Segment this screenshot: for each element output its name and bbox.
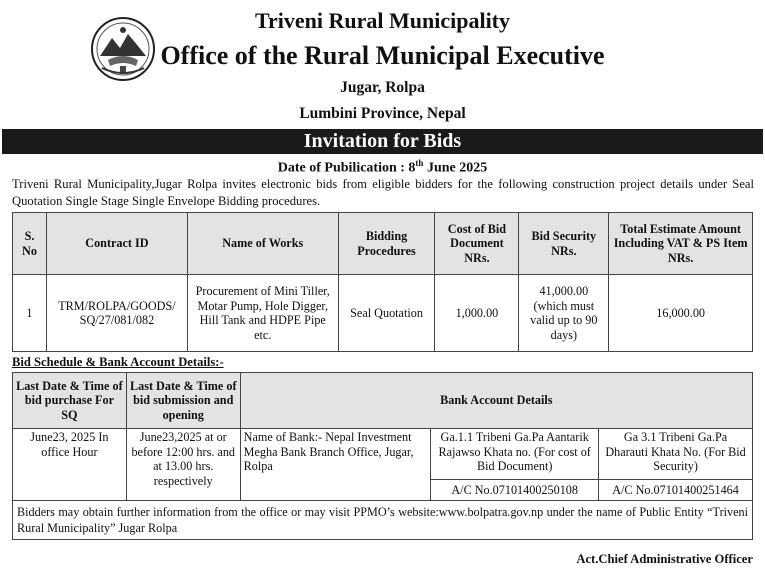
ac-doc-cell: A/C No.07101400250108 xyxy=(431,480,599,501)
sno-header: S. No xyxy=(13,213,47,275)
table-header-row xyxy=(13,213,753,275)
schedule-table xyxy=(12,372,753,540)
table-row xyxy=(13,275,753,352)
signoff: Act.Chief Administrative Officer xyxy=(576,552,753,566)
account-doc-cell: Ga.1.1 Tribeni Ga.Pa Aantarik Rajawso Khata no. (For cost of Bid Document) xyxy=(431,429,599,480)
municipality-title: Triveni Rural Municipality xyxy=(254,8,511,33)
bank-name-cell: Name of Bank:- Nepal Investment Megha Bank Branch Office, Jugar, Rolpa xyxy=(240,429,431,501)
contract-id-cell: TRM/ROLPA/GOODS/ SQ/27/081/082 xyxy=(46,275,187,352)
purchase-header: Last Date & Time of bid purchase For SQ xyxy=(13,373,127,429)
account-security-cell: Ga 3.1 Tribeni Ga.Pa Dharauti Khata No. (For Bid Security) xyxy=(599,429,753,480)
security-cell: 41,000.00 (which must valid up to 90 days) xyxy=(519,275,609,352)
works-cell: Procurement of Mini Tiller, Motar Pump, Hole Digger, Hill Tank and HDPE Pipe etc. xyxy=(187,275,338,352)
contract-id-header: Contract ID xyxy=(46,213,187,275)
province-line: Lumbini Province, Nepal xyxy=(299,105,466,122)
publication-date: Date of Pubilication : 8th June 2025 xyxy=(277,158,488,176)
location-line: Jugar, Rolpa xyxy=(340,79,425,96)
sno-cell: 1 xyxy=(13,275,47,352)
bids-table xyxy=(12,212,753,352)
procedures-cell: Seal Quotation xyxy=(338,275,435,352)
intro-paragraph: Triveni Rural Municipality,Jugar Rolpa invites electronic bids from eligible bidders for the following construction project details under Seal Quotation Single Stage Single Envelope Bidding procedures. xyxy=(12,177,754,208)
submission-header: Last Date & Time of bid submission and opening xyxy=(126,373,240,429)
invitation-banner: Invitation for Bids xyxy=(2,129,763,154)
works-header: Name of Works xyxy=(187,213,338,275)
ac-security-cell: A/C No.07101400251464 xyxy=(599,480,753,501)
estimate-header: Total Estimate Amount Including VAT & PS Item NRs. xyxy=(609,213,753,275)
schedule-header-row xyxy=(13,373,753,429)
submission-cell: June23,2025 at or before 12:00 hrs. and at 13.00 hrs. respectively xyxy=(126,429,240,501)
bank-header: Bank Account Details xyxy=(240,373,752,429)
schedule-title: Bid Schedule & Bank Account Details:- xyxy=(12,355,224,369)
office-title: Office of the Rural Municipal Executive xyxy=(160,41,605,70)
cost-doc-header: Cost of Bid Document NRs. xyxy=(435,213,519,275)
purchase-cell: June23, 2025 In office Hour xyxy=(13,429,127,501)
schedule-row xyxy=(13,429,753,480)
note-row xyxy=(13,501,753,540)
cost-doc-cell: 1,000.00 xyxy=(435,275,519,352)
info-note: Bidders may obtain further information from the office or may visit PPMO’s website:www.bolpatra.gov.np under the name of Public Entity “Triveni Rural Municipality” Jugar Rolpa xyxy=(13,501,753,540)
estimate-cell: 16,000.00 xyxy=(609,275,753,352)
procedures-header: Bidding Procedures xyxy=(338,213,435,275)
security-header: Bid Security NRs. xyxy=(519,213,609,275)
